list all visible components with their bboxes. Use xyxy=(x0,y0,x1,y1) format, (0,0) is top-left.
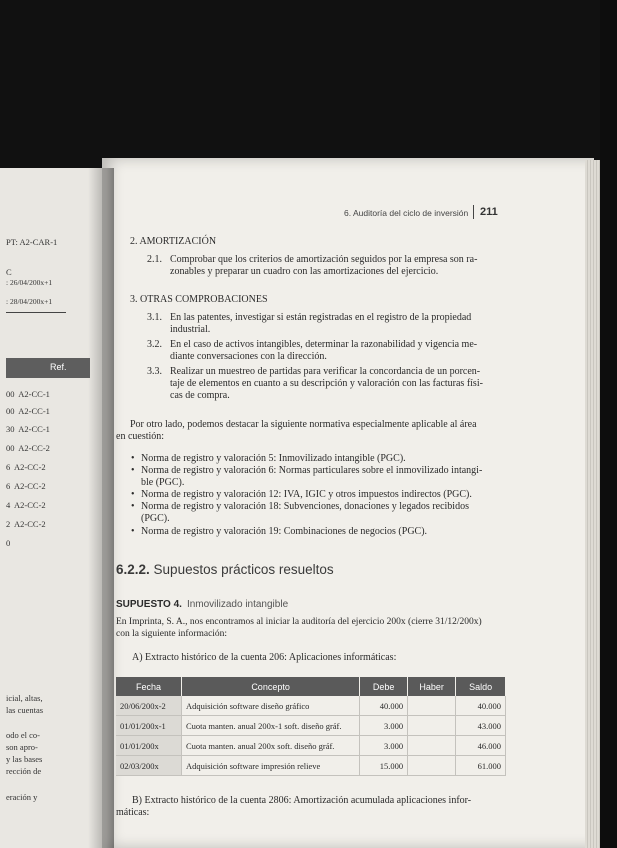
caption-b: máticas: xyxy=(116,807,150,818)
item-text: Comprobar que los criterios de amortización seguidos por la empresa son ra- xyxy=(170,254,478,265)
book-gutter xyxy=(88,168,114,848)
item-number: 3.3. xyxy=(147,366,162,377)
table-row xyxy=(116,736,506,756)
cell-debe: 40.000 xyxy=(360,696,408,716)
cell-debe: 15.000 xyxy=(360,756,408,776)
table-row xyxy=(116,696,506,716)
left-date-1: : 26/04/200x+1 xyxy=(6,278,53,287)
bullet-text: Norma de registro y valoración 12: IVA, IGIC y otros impuestos indirectos (PGC). xyxy=(141,489,472,500)
supuesto-title: Inmovilizado intangible xyxy=(186,599,289,610)
background-dark xyxy=(0,0,617,170)
cell-saldo: 61.000 xyxy=(456,756,506,776)
bullet-text: Norma de registro y valoración 6: Normas particulares sobre el inmovilizado intangi- xyxy=(141,465,483,476)
section-heading-amortizacion: 2. AMORTIZACIÓN xyxy=(130,236,217,247)
item-text: taje de elementos en cuanto a su descripción y valoración con las facturas físi- xyxy=(170,378,483,389)
left-row: 30 A2-CC-1 xyxy=(6,424,50,434)
head-separator xyxy=(473,205,474,219)
bullet-icon: • xyxy=(131,526,135,537)
item-text: Realizar un muestreo de partidas para verificar la concordancia de un porcen- xyxy=(170,366,481,377)
left-text-fragment: las cuentas xyxy=(6,705,44,715)
col-saldo: Saldo xyxy=(456,677,506,696)
section-name: Supuestos prácticos resueltos xyxy=(153,562,334,577)
ledger-table xyxy=(116,677,506,776)
cell-debe: 3.000 xyxy=(360,716,408,736)
cell-fecha: 02/03/200x xyxy=(116,756,181,776)
cell-haber xyxy=(408,756,456,776)
cell-haber xyxy=(408,736,456,756)
left-frag-c: C xyxy=(6,267,12,277)
cell-concepto: Cuota manten. anual 200x soft. diseño gráf. xyxy=(181,736,359,756)
left-text-fragment: icial, altas, xyxy=(6,693,43,703)
section-number: 6.2.2. xyxy=(116,562,150,577)
col-concepto: Concepto xyxy=(181,677,359,696)
left-row: 6 A2-CC-2 xyxy=(6,462,46,472)
cell-haber xyxy=(408,696,456,716)
item-text: industrial. xyxy=(170,324,211,335)
item-text: diante conversaciones con la dirección. xyxy=(170,351,327,362)
section-title xyxy=(116,562,334,577)
caption-b: B) Extracto histórico de la cuenta 2806: Amortización acumulada aplicaciones infor- xyxy=(132,795,472,806)
left-row: 00 A2-CC-2 xyxy=(6,443,50,453)
paragraph-line: con la siguiente información: xyxy=(116,629,228,639)
cell-haber xyxy=(408,716,456,736)
cell-saldo: 40.000 xyxy=(456,696,506,716)
item-number: 3.1. xyxy=(147,312,162,323)
caption-a: A) Extracto histórico de la cuenta 206: Aplicaciones informáticas: xyxy=(132,652,397,663)
right-dark-edge xyxy=(600,0,617,848)
left-rule xyxy=(6,312,66,313)
table-row xyxy=(116,756,506,776)
item-text: zonables y preparar un cuadro con las amortizaciones del ejercicio. xyxy=(170,266,439,277)
bullet-icon: • xyxy=(131,465,135,476)
col-fecha: Fecha xyxy=(116,677,181,696)
bullet-icon: • xyxy=(131,489,135,500)
item-number: 3.2. xyxy=(147,339,162,350)
left-text-fragment: son apro- xyxy=(6,742,38,752)
left-row: 00 A2-CC-1 xyxy=(6,389,50,399)
left-row: 00 A2-CC-1 xyxy=(6,406,50,416)
left-text-fragment: odo el co- xyxy=(6,730,40,740)
col-haber: Haber xyxy=(408,677,456,696)
page-number: 211 xyxy=(480,206,498,218)
left-row: 4 A2-CC-2 xyxy=(6,500,46,510)
running-head: 6. Auditoría del ciclo de inversión xyxy=(344,208,469,218)
left-row: 6 A2-CC-2 xyxy=(6,481,46,491)
item-text: En las patentes, investigar si están registradas en el registro de la propiedad xyxy=(170,312,472,323)
bullet-text: Norma de registro y valoración 19: Combinaciones de negocios (PGC). xyxy=(141,526,428,537)
cell-concepto: Adquisición software diseño gráfico xyxy=(181,696,359,716)
table-row xyxy=(116,716,506,736)
left-row-end: 0 xyxy=(6,538,11,548)
item-number: 2.1. xyxy=(147,254,162,265)
bullet-text: (PGC). xyxy=(141,513,170,524)
cell-concepto: Adquisición software impresión relieve xyxy=(181,756,359,776)
bullet-text: Norma de registro y valoración 5: Inmovilizado intangible (PGC). xyxy=(141,453,406,464)
section-heading-otras: 3. OTRAS COMPROBACIONES xyxy=(130,294,268,305)
left-text-fragment: eración y xyxy=(6,792,38,802)
bullet-text: ble (PGC). xyxy=(141,477,185,488)
paragraph-line: En Imprinta, S. A., nos encontramos al iniciar la auditoría del ejercicio 200x (cierre 31/12/200x) xyxy=(116,617,482,627)
cell-saldo: 43.000 xyxy=(456,716,506,736)
paragraph-line: Por otro lado, podemos destacar la siguiente normativa especialmente aplicable al área xyxy=(130,419,477,430)
supuesto-label: SUPUESTO 4. xyxy=(116,599,182,610)
cell-concepto: Cuota manten. anual 200x-1 soft. diseño gráf. xyxy=(181,716,359,736)
supuesto-heading xyxy=(116,599,288,610)
cell-fecha: 20/06/200x-2 xyxy=(116,696,181,716)
cell-fecha: 01/01/200x-1 xyxy=(116,716,181,736)
paragraph-line: en cuestión: xyxy=(116,431,165,442)
left-ref-header: Ref. xyxy=(50,362,67,372)
left-date-2: : 28/04/200x+1 xyxy=(6,297,53,306)
bullet-icon: • xyxy=(131,501,135,512)
left-table-header xyxy=(6,358,90,378)
item-text: cas de compra. xyxy=(170,390,230,401)
left-text-fragment: y las bases xyxy=(6,754,43,764)
col-debe: Debe xyxy=(360,677,408,696)
cell-fecha: 01/01/200x xyxy=(116,736,181,756)
item-text: En el caso de activos intangibles, determinar la razonabilidad y vigencia me- xyxy=(170,339,478,350)
cell-debe: 3.000 xyxy=(360,736,408,756)
left-row: 2 A2-CC-2 xyxy=(6,519,46,529)
bullet-text: Norma de registro y valoración 18: Subvenciones, donaciones y legados recibidos xyxy=(141,501,469,512)
bullet-icon: • xyxy=(131,453,135,464)
left-ref-top: PT: A2-CAR-1 xyxy=(6,237,58,247)
left-text-fragment: rección de xyxy=(6,766,42,776)
table-header-row xyxy=(116,677,506,696)
cell-saldo: 46.000 xyxy=(456,736,506,756)
